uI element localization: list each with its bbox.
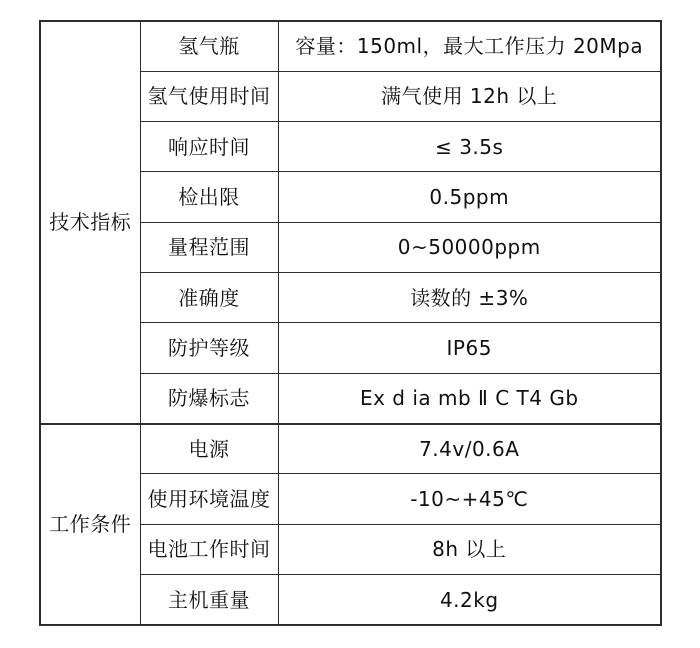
- param-cell: 主机重量: [140, 575, 278, 625]
- value-cell: ≤ 3.5s: [278, 122, 661, 172]
- param-cell: 氢气瓶: [140, 21, 278, 71]
- value-cell: -10~+45℃: [278, 474, 661, 524]
- value-cell: 读数的 ±3%: [278, 273, 661, 323]
- param-cell: 使用环境温度: [140, 474, 278, 524]
- value-cell: IP65: [278, 323, 661, 373]
- value-cell: 0~50000ppm: [278, 222, 661, 272]
- param-cell: 电池工作时间: [140, 524, 278, 574]
- param-cell: 检出限: [140, 172, 278, 222]
- value-cell: 8h 以上: [278, 524, 661, 574]
- category-cell-working-conditions: 工作条件: [40, 424, 140, 625]
- param-cell: 防护等级: [140, 323, 278, 373]
- value-cell: 4.2kg: [278, 575, 661, 625]
- param-cell: 量程范围: [140, 222, 278, 272]
- spec-table: [39, 20, 662, 626]
- param-cell: 氢气使用时间: [140, 71, 278, 121]
- value-cell: 7.4v/0.6A: [278, 424, 661, 474]
- param-cell: 响应时间: [140, 122, 278, 172]
- category-cell-tech-specs: 技术指标: [40, 21, 140, 424]
- value-cell: 容量：150ml，最大工作压力 20Mpa: [278, 21, 661, 71]
- value-cell: 满气使用 12h 以上: [278, 71, 661, 121]
- table-row: [40, 424, 661, 474]
- value-cell: Ex d ia mb Ⅱ C T4 Gb: [278, 373, 661, 423]
- param-cell: 电源: [140, 424, 278, 474]
- value-cell: 0.5ppm: [278, 172, 661, 222]
- param-cell: 准确度: [140, 273, 278, 323]
- table-row: [40, 21, 661, 71]
- param-cell: 防爆标志: [140, 373, 278, 423]
